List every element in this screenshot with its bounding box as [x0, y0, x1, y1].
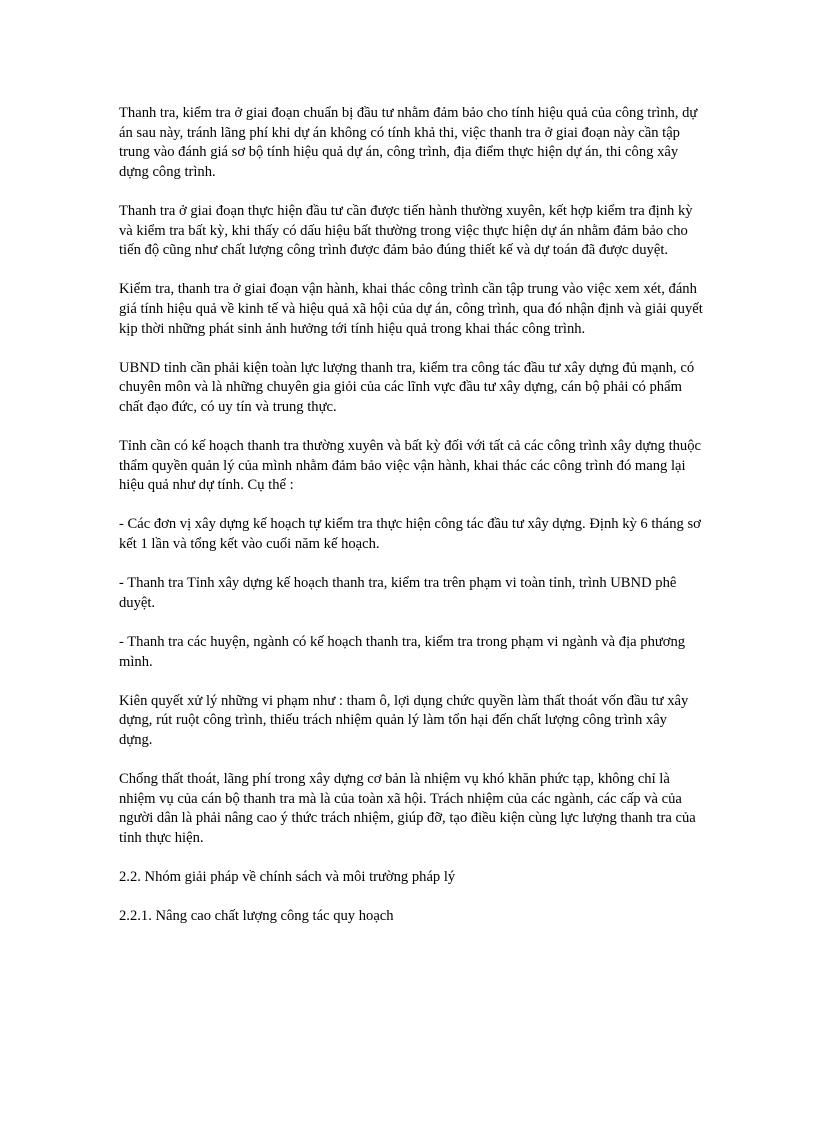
paragraph-handle-violations: Kiên quyết xử lý những vi phạm như : tham ô, lợi dụng chức quyền làm thất thoát vốn đầu tư xây dựng, rút ruột công trình, thiếu trách nhiệm quản lý làm tổn hại đến chất lượng công trình xây dựng. [119, 692, 689, 748]
list-item-province-inspectorate: - Thanh tra Tỉnh xây dựng kế hoạch thanh tra, kiểm tra trên phạm vi toàn tỉnh, trình UBND phê duyệt. [119, 575, 677, 611]
paragraph-province-inspection-plan: Tỉnh cần có kế hoạch thanh tra thường xuyên và bất kỳ đối với tất cả các công trình xây dựng thuộc thẩm quyền quản lý của mình nhằm đảm bảo việc vận hành, khai thác các công trình đó mang lại hiệu quả như dự tính. Cụ thể : [119, 438, 701, 494]
section-heading-policy: 2.2. Nhóm giải pháp về chính sách và môi trường pháp lý [119, 869, 456, 886]
paragraph-ubnd-inspection-force: UBND tỉnh cần phải kiện toàn lực lượng thanh tra, kiểm tra công tác đầu tư xây dựng đủ mạnh, có chuyên môn và là những chuyên gia giỏi của các lĩnh vực đầu tư xây dựng, cán bộ phải có phẩm chất đạo đức, có uy tín và trung thực. [119, 359, 695, 415]
paragraph-inspection-operation: Kiểm tra, thanh tra ở giai đoạn vận hành, khai thác công trình cần tập trung vào việc xem xét, đánh giá tính hiệu quả về kinh tế và hiệu quả xã hội của dự án, công trình, qua đó nhận định và giải quyết kịp thời những phát sinh ảnh hưởng tới tính hiệu quả trong khai thác công trình. [119, 281, 703, 337]
document-body [119, 104, 704, 947]
list-item-district-inspectorate: - Thanh tra các huyện, ngành có kế hoạch thanh tra, kiểm tra trong phạm vi ngành và địa phương mình. [119, 634, 686, 670]
paragraph-inspection-preparation: Thanh tra, kiểm tra ở giai đoạn chuẩn bị đầu tư nhằm đảm bảo cho tính hiệu quả của công trình, dự án sau này, tránh lãng phí khi dự án không có tính khả thi, việc thanh tra ở giai đoạn này cần tập trung vào đánh giá sơ bộ tính hiệu quả dự án, công trình, địa điểm thực hiện dự án, thi công xây dựng công trình. [119, 105, 698, 180]
list-item-self-inspection: - Các đơn vị xây dựng kế hoạch tự kiểm tra thực hiện công tác đầu tư xây dựng. Định kỳ 6 tháng sơ kết 1 lần và tổng kết vào cuối năm kế hoạch. [119, 516, 701, 553]
subsection-heading-planning: 2.2.1. Nâng cao chất lượng công tác quy hoạch [119, 908, 394, 925]
paragraph-inspection-implementation: Thanh tra ở giai đoạn thực hiện đầu tư cần được tiến hành thường xuyên, kết hợp kiểm tra định kỳ và kiểm tra bất kỳ, khi thấy có dấu hiệu bất thường trong việc thực hiện dự án nhằm đảm bảo cho tiến độ cũng như chất lượng công trình được đảm bảo đúng thiết kế và dự toán đã được duyệt. [119, 202, 693, 259]
paragraph-anti-loss: Chống thất thoát, lãng phí trong xây dựng cơ bản là nhiệm vụ khó khăn phức tạp, không chỉ là nhiệm vụ của cán bộ thanh tra mà là của toàn xã hội. Trách nhiệm của các ngành, các cấp và của người dân là phải nâng cao ý thức trách nhiệm, giúp đỡ, tạo điều kiện cùng lực lượng thanh tra của tỉnh thực hiện. [119, 771, 696, 846]
